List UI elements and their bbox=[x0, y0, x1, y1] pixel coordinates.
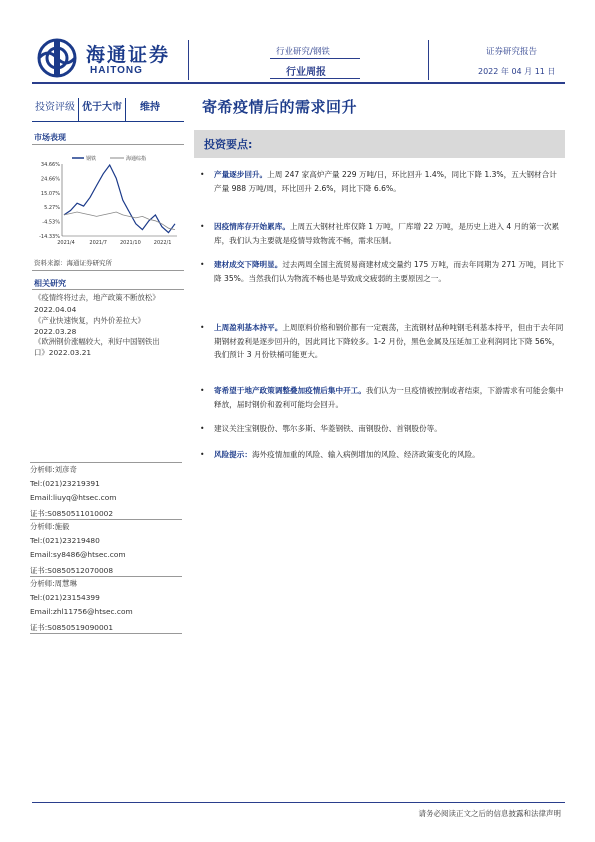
related-item-2-title[interactable]: 《产业快速恢复，内外价差拉大》 bbox=[34, 316, 145, 325]
keypoint-7 bbox=[200, 448, 564, 462]
analyst-1-tel: Tel:(021)23219391 bbox=[30, 479, 100, 488]
keypoint-6 bbox=[200, 422, 564, 436]
header-date: 2022 年 04 月 11 日 bbox=[478, 67, 556, 76]
chart-x-tick-label: 2022/1 bbox=[153, 240, 172, 246]
related-item-1-date: 2022.04.04 bbox=[34, 305, 77, 314]
keypoint-2-text: 上周五大钢材社库仅降 1 万吨，厂库增 22 万吨，是历史上进入 4 月的第一次累库，我们认为主要就是疫情导致物流不畅，需求压制。 bbox=[214, 222, 560, 245]
analyst-1-cert: 证书:S0850511010002 bbox=[30, 509, 114, 518]
analyst-2-cert: 证书:S0850512070008 bbox=[30, 566, 114, 575]
keypoint-1-lead: 产量逐步回升。 bbox=[214, 170, 268, 179]
rating-value: 优于大市 bbox=[79, 98, 126, 121]
analyst-3-name: 分析师:周慧琳 bbox=[30, 579, 77, 588]
keypoint-2 bbox=[200, 220, 564, 247]
related-heading: 相关研究 bbox=[34, 279, 66, 288]
analyst-2-name: 分析师:施毅 bbox=[30, 522, 70, 531]
bullet-dot-icon: • bbox=[200, 386, 205, 395]
bullet-dot-icon: • bbox=[200, 260, 205, 269]
market-performance-chart bbox=[32, 152, 182, 247]
analyst-3-cert: 证书:S0850519090001 bbox=[30, 623, 114, 632]
rating-label: 投资评级 bbox=[32, 98, 79, 121]
keypoints-header bbox=[194, 130, 565, 158]
legend-label-index: 海通综指 bbox=[126, 156, 147, 162]
keypoint-6-text: 建议关注宝钢股份、鄂尔多斯、华菱钢铁、南钢股份、首钢股份等。 bbox=[214, 424, 442, 433]
legend-label-steel: 钢铁 bbox=[86, 156, 97, 162]
header-series: 证券研究报告 bbox=[486, 47, 538, 57]
related-item-1-title[interactable]: 《疫情终将过去，地产政策不断放松》 bbox=[34, 293, 160, 302]
keypoint-1-text: 上周 247 家高炉产量 229 万吨/日，环比回升 1.4%，同比下降 1.3%，五大钢材合计产量 988 万吨/周，环比回升 2.6%，同比下降 6.6%。 bbox=[214, 170, 557, 193]
bullet-dot-icon: • bbox=[200, 450, 205, 459]
keypoint-7-lead: 风险提示： bbox=[214, 450, 252, 459]
keypoint-5-lead: 寄希望于地产政策调整叠加疫情后集中开工。 bbox=[214, 386, 366, 395]
rating-action: 维持 bbox=[140, 102, 160, 113]
keypoint-3-lead: 建材成交下降明显。 bbox=[214, 260, 283, 269]
keypoint-5 bbox=[200, 384, 564, 411]
chart-y-tick-label: -4.53% bbox=[42, 219, 60, 226]
keypoint-4 bbox=[200, 321, 564, 362]
keypoint-4-text: 上周原料价格和钢价都有一定震荡，主流钢材品种吨钢毛利基本持平，但由于去年同期钢材盈利是逐步回升的，因此同比下降较多。1-2 月份，黑色金属及压延加工业利润同比下降 56%，我们预计 3 月份铁桶可能更大。 bbox=[214, 323, 564, 359]
logo-text-cn: 海通证券 bbox=[86, 44, 171, 66]
market-chart bbox=[32, 152, 182, 247]
report-title: 寄希疫情后的需求回升 bbox=[202, 98, 358, 116]
related-item-3-title[interactable]: 《欧洲钢价涨幅较大，利好中国钢铁出 bbox=[34, 337, 160, 346]
rating-box bbox=[32, 98, 184, 122]
footer-disclaimer[interactable]: 请务必阅读正文之后的信息披露和法律声明 bbox=[418, 809, 561, 818]
chart-y-tick-label: 24.66% bbox=[40, 176, 60, 183]
haitong-emblem-icon bbox=[34, 38, 80, 78]
chart-x-tick-label: 2021/7 bbox=[89, 240, 107, 246]
bullet-dot-icon: • bbox=[200, 323, 205, 332]
chart-x-tick-label: 2021/4 bbox=[57, 240, 75, 246]
keypoint-3-text: 过去两周全国主流贸易商建材成交量约 175 万吨，而去年同期为 271 万吨，同比下降 35%。当然我们认为物流不畅也是导致成交疲弱的主要原因之一。 bbox=[214, 260, 564, 283]
bullet-dot-icon: • bbox=[200, 222, 205, 231]
keypoint-2-lead: 因疫情库存开始累库。 bbox=[214, 222, 290, 231]
chart-y-tick-label: -14.33% bbox=[39, 234, 60, 240]
logo-text-en: HAITONG bbox=[90, 65, 143, 76]
haitong-logo bbox=[34, 38, 184, 80]
header-category: 行业研究/钢铁 bbox=[276, 47, 330, 57]
bullet-dot-icon: • bbox=[200, 424, 205, 433]
analyst-3-email[interactable]: Email:zhl11756@htsec.com bbox=[30, 607, 133, 616]
analyst-2-email[interactable]: Email:sy8486@htsec.com bbox=[30, 550, 126, 559]
keypoint-1 bbox=[200, 168, 564, 195]
chart-x-tick-label: 2021/10 bbox=[120, 240, 141, 246]
keypoints-heading: 投资要点: bbox=[204, 138, 253, 151]
keypoint-4-lead: 上周盈利基本持平。 bbox=[214, 323, 283, 332]
chart-y-tick-label: 34.66% bbox=[40, 162, 60, 168]
analyst-1-email[interactable]: Email:liuyq@htsec.com bbox=[30, 493, 117, 502]
related-item-2-date: 2022.03.28 bbox=[34, 327, 77, 336]
keypoint-3 bbox=[200, 258, 564, 285]
analyst-3-tel: Tel:(021)23154399 bbox=[30, 593, 100, 602]
chart-source: 资料来源：海通证券研究所 bbox=[34, 259, 112, 267]
keypoint-7-text: 海外疫情加重的风险、输入病例增加的风险、经济政策变化的风险。 bbox=[251, 450, 480, 459]
bullet-dot-icon: • bbox=[200, 170, 205, 179]
keypoint-5-text: 我们认为一旦疫情被控制或者结束，下游需求有可能会集中释放，届时钢价和盈利可能均会回升。 bbox=[214, 386, 564, 409]
chart-y-tick-label: 15.07% bbox=[40, 190, 60, 197]
header-report-type: 行业周报 bbox=[286, 67, 326, 78]
analyst-2-tel: Tel:(021)23219480 bbox=[30, 536, 100, 545]
analyst-1-name: 分析师:刘彦奇 bbox=[30, 465, 77, 474]
market-heading: 市场表现 bbox=[34, 133, 66, 142]
chart-y-tick-label: 5.27% bbox=[44, 205, 60, 212]
related-item-3-date: 口》2022.03.21 bbox=[34, 348, 92, 357]
